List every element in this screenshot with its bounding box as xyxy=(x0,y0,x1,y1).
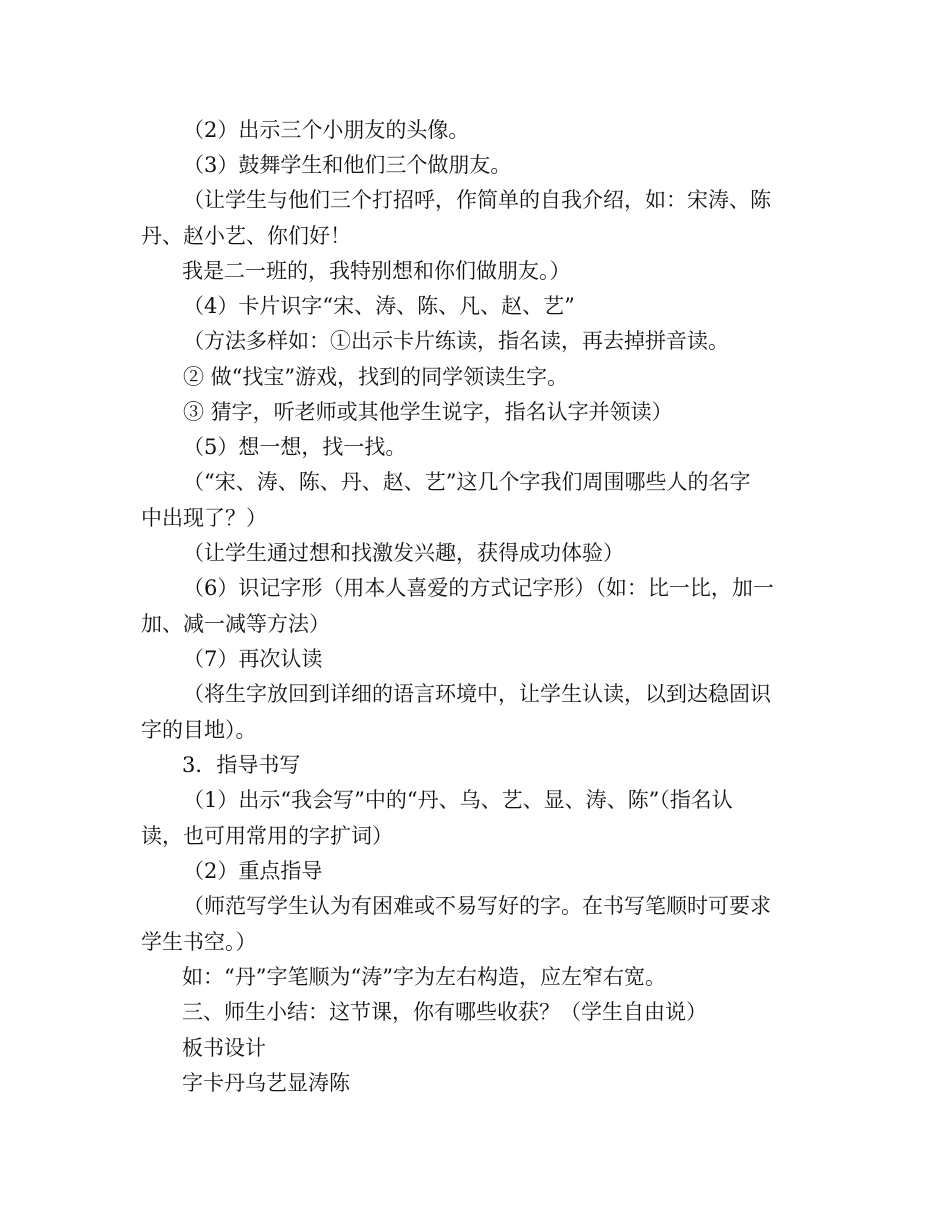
paragraph-line: （7）再次认读 xyxy=(183,647,323,671)
paragraph-line: （4）卡片识字“宋、涛、陈、凡、赵、艺” xyxy=(183,294,575,318)
paragraph-line: （2）重点指导 xyxy=(183,859,323,883)
paragraph-line: （师范写学生认为有困难或不易写好的字。在书写笔顺时可要求 xyxy=(183,894,771,918)
paragraph-line: （方法多样如：①出示卡片练读，指名读，再去掉拼音读。 xyxy=(183,329,729,353)
paragraph-line: 读，也可用常用的字扩词） xyxy=(141,824,393,848)
paragraph-line: （将生字放回到详细的语言环境中，让学生认读，以到达稳固识 xyxy=(183,682,771,706)
paragraph-line: 字的目地）。 xyxy=(141,718,257,742)
paragraph-line: 我是二一班的，我特别想和你们做朋友。） xyxy=(182,259,571,283)
paragraph-line: （1）出示“我会写”中的“丹、乌、艺、显、涛、陈”（指名认 xyxy=(183,788,733,812)
paragraph-line: 3．指导书写 xyxy=(182,753,301,777)
paragraph-line: （2）出示三个小朋友的头像。 xyxy=(183,118,470,142)
paragraph-line: （“宋、涛、陈、丹、赵、艺”这几个字我们周围哪些人的名字 xyxy=(183,470,751,494)
paragraph-line: 学生书空。） xyxy=(141,930,257,954)
paragraph-line: （6）识记字形（用本人喜爱的方式记字形）（如：比一比，加一 xyxy=(183,576,774,600)
paragraph-line: （5）想一想，找一找。 xyxy=(183,435,407,459)
paragraph-line: （让学生与他们三个打招呼，作简单的自我介绍，如：宋涛、陈 xyxy=(183,188,771,212)
paragraph-line: ③ 猜字，听老师或其他学生说字，指名认字并领读） xyxy=(183,400,673,424)
paragraph-line: 如：“丹”字笔顺为“涛”字为左右构造，应左窄右宽。 xyxy=(182,965,666,989)
section-heading: 板书设计 xyxy=(182,1036,266,1060)
paragraph-line: （让学生通过想和找激发兴趣，获得成功体验） xyxy=(183,541,624,565)
paragraph-line: 加、减一减等方法） xyxy=(141,612,330,636)
paragraph-line: 字卡丹乌艺显涛陈 xyxy=(182,1071,350,1095)
paragraph-line: 中出现了？） xyxy=(141,506,267,530)
paragraph-line: 三、师生小结：这节课，你有哪些收获？（学生自由说） xyxy=(182,1000,707,1024)
paragraph-line: （3）鼓舞学生和他们三个做朋友。 xyxy=(183,153,512,177)
paragraph-line: ② 做“找宝”游戏，找到的同学领读生字。 xyxy=(183,365,569,389)
paragraph-line: 丹、赵小艺、你们好！ xyxy=(141,224,351,248)
